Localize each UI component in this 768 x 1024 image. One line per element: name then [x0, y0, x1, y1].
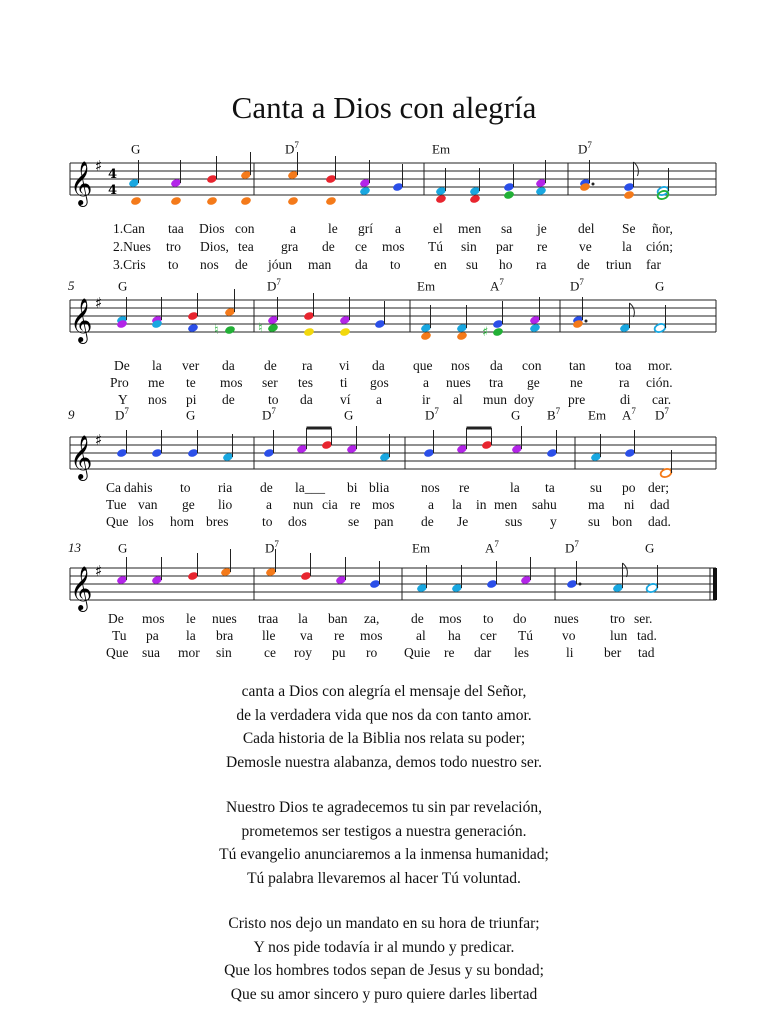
lyric-syllable: dad	[650, 497, 670, 512]
chord-symbol: $D^7$	[115, 406, 129, 423]
lyric-syllable: ví	[340, 392, 351, 407]
chord-symbol: $D^7$	[425, 406, 439, 423]
lyric-syllable: y	[550, 514, 557, 529]
lyric-syllable: ve	[579, 239, 592, 254]
lyric-syllable: tad	[638, 645, 655, 660]
poem-line: Tú palabra llevaremos al hacer Tú voluntad.	[247, 869, 521, 887]
lyric-syllable: le	[186, 611, 196, 626]
poem-line: Tú evangelio anunciaremos a la inmensa humanidad;	[219, 846, 549, 863]
chord-symbol: G	[186, 407, 196, 423]
chord-symbol: $D^7$	[265, 539, 279, 556]
poem-line: Nuestro Dios te agradecemos tu sin par revelación,	[226, 799, 542, 816]
lyric-syllable: ra	[619, 375, 630, 390]
lyric-syllable: di	[620, 392, 631, 407]
poem-line: Y nos pide todavía ir al mundo y predicar.	[253, 938, 515, 956]
lyric-syllable: el	[433, 221, 443, 236]
lyric-syllable: triun	[606, 257, 632, 272]
lyric-syllable: re	[537, 239, 548, 254]
sharp-key-signature-icon: ♯	[95, 157, 103, 175]
lyric-syllable: Pro	[110, 375, 129, 390]
lyric-syllable: ha	[448, 628, 461, 643]
lyric-syllable: Que	[106, 645, 129, 660]
lyric-syllable: men	[494, 497, 518, 512]
treble-clef-icon: 𝄞	[70, 566, 93, 610]
chord-symbol: G	[118, 278, 128, 294]
time-signature: 4	[108, 167, 118, 182]
lyric-syllable: da	[222, 358, 235, 373]
lyric-syllable: de	[264, 358, 277, 373]
lyric-syllable: en	[434, 257, 447, 272]
lyric-syllable: to	[483, 611, 494, 626]
lyric-syllable: cia	[322, 497, 338, 512]
chord-symbol: $D^7$	[655, 406, 669, 423]
lyric-syllable: ser	[262, 375, 278, 390]
lyric-syllable: dahis	[124, 480, 153, 495]
lyric-syllable: mos	[142, 611, 165, 626]
lyric-syllable: man	[308, 257, 332, 272]
lyric-syllable: vo	[562, 628, 576, 643]
lyric-syllable: con	[522, 358, 542, 373]
lyric-syllable: gra	[281, 239, 299, 254]
poem-line: prometemos ser testigos a nuestra generación.	[241, 822, 527, 840]
treble-clef-icon: 𝄞	[70, 298, 93, 342]
lyric-syllable: lio	[218, 497, 233, 512]
lyric-syllable: Tú	[428, 239, 443, 254]
lyric-syllable: to	[262, 514, 273, 529]
lyric-syllable: lle	[262, 628, 276, 643]
lyric-syllable: va	[300, 628, 313, 643]
treble-clef-icon: 𝄞	[70, 435, 93, 479]
svg-text:♯: ♯	[482, 325, 489, 340]
lyric-syllable: za,	[364, 611, 380, 626]
lyric-syllable: pan	[374, 514, 394, 529]
poem-line: Demosle nuestra alabanza, demos todo nuestro ser.	[226, 753, 542, 771]
lyric-syllable: in	[476, 497, 487, 512]
lyrics-text-block	[0, 680, 768, 1006]
lyric-syllable: pi	[186, 392, 197, 407]
poem-line: de la verdadera vida que nos da con tanto amor.	[236, 706, 532, 724]
lyric-syllable: 2.Nues	[113, 239, 151, 254]
lyric-syllable: re	[444, 645, 455, 660]
sharp-key-signature-icon: ♯	[95, 431, 103, 449]
lyric-syllable: sus	[505, 514, 523, 529]
lyric-syllable: De	[108, 611, 124, 626]
lyric-syllable: nues	[554, 611, 579, 626]
lyric-syllable: men	[458, 221, 482, 236]
treble-clef-icon: 𝄞	[70, 161, 93, 205]
lyric-syllable: ma	[588, 497, 605, 512]
lyric-syllable: que	[413, 358, 433, 373]
lyric-syllable: de	[411, 611, 424, 626]
poem-line: Que su amor sincero y puro quiere darles libertad	[230, 985, 538, 1003]
lyric-syllable: la	[510, 480, 520, 495]
lyric-syllable: blia	[369, 480, 390, 495]
lyric-syllable: su	[466, 257, 479, 272]
lyric-syllable: se	[348, 514, 360, 529]
lyric-syllable: la___	[295, 480, 325, 495]
lyric-syllable: da	[490, 358, 503, 373]
lyric-syllable: ni	[624, 497, 635, 512]
lyric-syllable: da	[372, 358, 385, 373]
poem-line: Cada historia de la Biblia nos relata su poder;	[242, 730, 526, 747]
lyric-syllable: nos	[451, 358, 470, 373]
lyric-syllable: re	[459, 480, 470, 495]
lyric-syllable: 1.Can	[113, 221, 145, 236]
lyric-syllable: ser.	[634, 611, 653, 626]
stanza-2	[0, 796, 768, 890]
lyric-syllable: al	[453, 392, 463, 407]
chord-symbol: $A^7$	[622, 406, 636, 423]
lyric-syllable: bra	[216, 628, 234, 643]
time-signature: 4	[108, 183, 118, 198]
lyric-syllable: con	[235, 221, 255, 236]
lyric-syllable: Je	[457, 514, 469, 529]
lyric-syllable: a	[266, 497, 272, 512]
lyric-syllable: cer	[480, 628, 497, 643]
lyric-syllable: Tú	[518, 628, 533, 643]
lyric-syllable: la	[186, 628, 196, 643]
lyric-syllable: tan	[569, 358, 586, 373]
lyric-syllable: nos	[421, 480, 440, 495]
lyric-syllable: tro	[610, 611, 625, 626]
lyric-syllable: de	[322, 239, 335, 254]
poem-line: Cristo nos dejo un mandato en su hora de triunfar;	[228, 915, 540, 932]
lyric-syllable: li	[566, 645, 574, 660]
lyric-syllable: pre	[568, 392, 586, 407]
lyric-syllable: bon	[612, 514, 633, 529]
lyric-syllable: tro	[166, 239, 181, 254]
lyric-syllable: tea	[238, 239, 254, 254]
lyric-syllable: te	[186, 375, 196, 390]
lyric-syllable: nues	[212, 611, 237, 626]
lyric-syllable: al	[416, 628, 426, 643]
lyric-syllable: re	[350, 497, 361, 512]
lyric-syllable: de	[235, 257, 248, 272]
chord-symbol: G	[131, 141, 141, 157]
lyric-syllable: me	[148, 375, 165, 390]
chord-symbol: $A^7$	[485, 539, 499, 556]
lyric-syllable: mos	[360, 628, 383, 643]
lyric-syllable: de	[577, 257, 590, 272]
lyric-syllable: traa	[258, 611, 279, 626]
lyric-syllable: ver	[182, 358, 200, 373]
lyric-syllable: do	[513, 611, 527, 626]
lyric-syllable: tad.	[637, 628, 657, 643]
lyric-syllable: su	[590, 480, 603, 495]
lyric-syllable: a	[395, 221, 401, 236]
lyric-syllable: Dios	[199, 221, 225, 236]
lyric-syllable: dar	[474, 645, 492, 660]
lyric-syllable: la	[622, 239, 632, 254]
lyric-syllable: ce	[264, 645, 276, 660]
lyric-syllable: De	[114, 358, 130, 373]
chord-symbol: G	[645, 540, 655, 556]
lyric-syllable: Dios,	[200, 239, 229, 254]
lyric-syllable: dad.	[648, 514, 671, 529]
lyric-syllable: Se	[622, 221, 636, 236]
lyric-syllable: to	[268, 392, 279, 407]
chord-symbol: Em	[417, 278, 436, 294]
svg-text:♮: ♮	[214, 323, 219, 338]
lyric-syllable: mor	[178, 645, 200, 660]
lyric-syllable: ge	[182, 497, 195, 512]
measure-number: 5	[68, 278, 75, 293]
lyric-syllable: van	[138, 497, 158, 512]
lyric-syllable: Tu	[112, 628, 127, 643]
lyric-syllable: vi	[339, 358, 350, 373]
lyric-syllable: far	[646, 257, 661, 272]
sharp-key-signature-icon: ♯	[95, 294, 103, 312]
lyric-syllable: dos	[288, 514, 307, 529]
lyric-syllable: po	[622, 480, 636, 495]
chord-symbol: $D^7$	[285, 140, 299, 157]
lyric-syllable: taa	[168, 221, 184, 236]
lyric-syllable: gos	[370, 375, 389, 390]
lyric-syllable: ta	[545, 480, 555, 495]
chord-symbol: G	[118, 540, 128, 556]
chord-symbol: Em	[432, 141, 451, 157]
lyric-syllable: sua	[142, 645, 160, 660]
lyric-syllable: la	[298, 611, 308, 626]
lyric-syllable: tes	[298, 375, 313, 390]
lyric-syllable: da	[300, 392, 313, 407]
lyric-syllable: to	[180, 480, 191, 495]
lyric-syllable: tra	[489, 375, 504, 390]
lyric-syllable: la	[452, 497, 462, 512]
lyric-syllable: pu	[332, 645, 346, 660]
chord-symbol: $D^7$	[570, 277, 584, 294]
chord-symbol: Em	[412, 540, 431, 556]
lyric-syllable: ti	[340, 375, 348, 390]
lyric-syllable: lun	[610, 628, 628, 643]
chord-symbol: G	[655, 278, 665, 294]
lyric-syllable: ro	[366, 645, 378, 660]
song-title: Canta a Dios con alegría	[231, 90, 537, 125]
lyric-syllable: der;	[648, 480, 669, 495]
chord-symbol: G	[344, 407, 354, 423]
notes-staff-4	[116, 549, 658, 593]
lyric-syllable: a	[423, 375, 429, 390]
lyric-syllable: bres	[206, 514, 229, 529]
lyric-syllable: nun	[293, 497, 314, 512]
lyric-syllable: da	[355, 257, 368, 272]
lyric-syllable: ra	[302, 358, 313, 373]
lyric-syllable: de	[421, 514, 434, 529]
lyric-syllable: Ca	[106, 480, 121, 495]
lyric-syllable: nues	[446, 375, 471, 390]
final-barline	[713, 568, 717, 600]
lyric-syllable: to	[168, 257, 179, 272]
lyric-syllable: les	[514, 645, 529, 660]
lyric-syllable: ber	[604, 645, 622, 660]
chord-symbol: $A^7$	[490, 277, 504, 294]
svg-text:♮: ♮	[258, 321, 263, 336]
lyric-syllable: doy	[514, 392, 535, 407]
chord-symbol: G	[511, 407, 521, 423]
chord-symbol: $D^7$	[565, 539, 579, 556]
lyric-syllable: re	[334, 628, 345, 643]
lyric-syllable: los	[138, 514, 154, 529]
lyric-syllable: toa	[615, 358, 632, 373]
lyric-syllable: hom	[170, 514, 195, 529]
poem-line: canta a Dios con alegría el mensaje del Señor,	[241, 683, 527, 700]
lyric-syllable: sa	[501, 221, 513, 236]
lyric-syllable: de	[222, 392, 235, 407]
lyric-syllable: ban	[328, 611, 348, 626]
lyric-syllable: de	[260, 480, 273, 495]
lyric-syllable: mos	[382, 239, 405, 254]
lyric-syllable: ho	[499, 257, 513, 272]
lyric-syllable: ne	[570, 375, 583, 390]
lyric-syllable: to	[390, 257, 401, 272]
lyric-syllable: ción.	[646, 375, 673, 390]
lyric-syllable: mos	[220, 375, 243, 390]
lyric-syllable: ra	[536, 257, 547, 272]
lyric-syllable: Que	[106, 514, 129, 529]
lyric-syllable: ge	[527, 375, 540, 390]
stanza-3	[0, 912, 768, 1006]
measure-number: 13	[68, 540, 81, 555]
chord-symbol: $D^7$	[262, 406, 276, 423]
lyric-syllable: le	[328, 221, 338, 236]
measure-number: 9	[68, 407, 75, 422]
lyric-syllable: ce	[355, 239, 367, 254]
lyric-syllable: mos	[372, 497, 395, 512]
lyric-syllable: sin	[216, 645, 232, 660]
chord-symbol: $D^7$	[578, 140, 592, 157]
lyric-syllable: bi	[347, 480, 358, 495]
lyric-syllable: Tue	[106, 497, 127, 512]
chord-symbol: $B^7$	[547, 406, 561, 423]
lyric-syllable: roy	[294, 645, 312, 660]
chord-symbol: Em	[588, 407, 607, 423]
lyric-syllable: pa	[146, 628, 159, 643]
lyric-syllable: jóun	[268, 257, 293, 272]
lyric-syllable: je	[537, 221, 547, 236]
lyric-syllable: ción;	[646, 239, 673, 254]
chord-symbol: $D^7$	[267, 277, 281, 294]
lyric-syllable: su	[588, 514, 601, 529]
lyric-syllable: mun	[483, 392, 508, 407]
lyric-syllable: sin	[461, 239, 477, 254]
lyric-syllable: ñor,	[652, 221, 673, 236]
lyric-syllable: la	[152, 358, 162, 373]
lyric-syllable: a	[428, 497, 434, 512]
poem-line: Que los hombres todos sepan de Jesus y su bondad;	[224, 962, 544, 979]
stanza-1	[0, 680, 768, 774]
lyric-syllable: del	[578, 221, 595, 236]
lyric-syllable: a	[376, 392, 382, 407]
lyric-syllable: sahu	[532, 497, 557, 512]
lyric-syllable: mos	[439, 611, 462, 626]
lyric-syllable: nos	[148, 392, 167, 407]
lyric-syllable: ria	[218, 480, 233, 495]
lyric-syllable: par	[496, 239, 514, 254]
lyric-syllable: a	[290, 221, 296, 236]
lyric-syllable: ir	[422, 392, 431, 407]
lyric-syllable: 3.Cris	[113, 257, 146, 272]
lyric-syllable: nos	[200, 257, 219, 272]
lyric-syllable: car.	[652, 392, 672, 407]
lyric-syllable: Quie	[404, 645, 431, 660]
lyric-syllable: mor.	[648, 358, 673, 373]
sharp-key-signature-icon: ♯	[95, 562, 103, 580]
lyric-syllable: Y	[118, 392, 128, 407]
lyric-syllable: grí	[358, 221, 373, 236]
